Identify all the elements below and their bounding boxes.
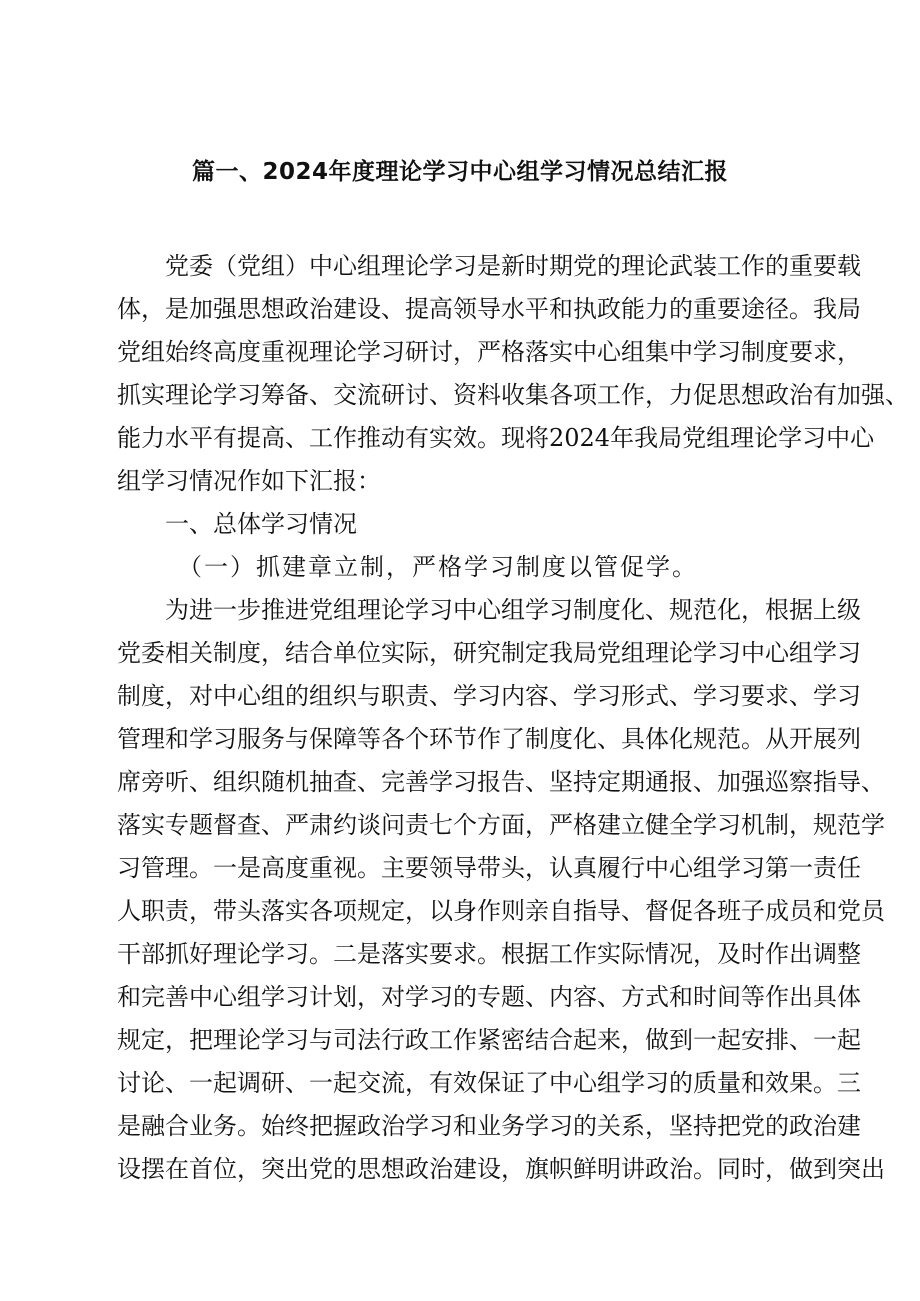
- paragraph1-line: 党组始终高度重视理论学习研讨，严格落实中心组集中学习制度要求，: [117, 338, 861, 366]
- paragraph2-line: 党委相关制度，结合单位实际，研究制定我局党组理论学习中心组学习: [117, 639, 861, 667]
- section-heading: 一、总体学习情况: [165, 510, 357, 538]
- document-title: 篇一、2024年度理论学习中心组学习情况总结汇报: [191, 159, 728, 185]
- paragraph1-line: 抓实理论学习筹备、交流研讨、资料收集各项工作，力促思想政治有加强、: [117, 381, 909, 409]
- paragraph2-line: 为进一步推进党组理论学习中心组学习制度化、规范化，根据上级: [165, 596, 861, 624]
- paragraph2-line: 习管理。一是高度重视。主要领导带头，认真履行中心组学习第一责任: [117, 854, 861, 882]
- paragraph2-line: 是融合业务。始终把握政治学习和业务学习的关系，坚持把党的政治建: [117, 1112, 861, 1140]
- paragraph2-line: 落实专题督查、严肃约谈问责七个方面，严格建立健全学习机制，规范学: [117, 811, 885, 839]
- paragraph1-line: 组学习情况作如下汇报：: [117, 467, 381, 495]
- paragraph2-line: 席旁听、组织随机抽查、完善学习报告、坚持定期通报、加强巡察指导、: [117, 768, 885, 796]
- paragraph1-line: 能力水平有提高、工作推动有实效。现将2024年我局党组理论学习中心: [117, 424, 875, 452]
- subsection-heading: （一）抓建章立制，严格学习制度以管促学。: [178, 553, 698, 581]
- paragraph1-line: 体，是加强思想政治建设、提高领导水平和执政能力的重要途径。我局: [117, 295, 861, 323]
- paragraph2-line: 和完善中心组学习计划，对学习的专题、内容、方式和时间等作出具体: [117, 983, 861, 1011]
- paragraph2-line: 设摆在首位，突出党的思想政治建设，旗帜鲜明讲政治。同时，做到突出: [117, 1155, 885, 1183]
- paragraph2-line: 讨论、一起调研、一起交流，有效保证了中心组学习的质量和效果。三: [117, 1069, 861, 1097]
- paragraph2-line: 制度，对中心组的组织与职责、学习内容、学习形式、学习要求、学习: [117, 682, 861, 710]
- paragraph2-line: 管理和学习服务与保障等各个环节作了制度化、具体化规范。从开展列: [117, 725, 861, 753]
- paragraph1-line: 党委（党组）中心组理论学习是新时期党的理论武装工作的重要载: [165, 252, 861, 280]
- paragraph2-line: 人职责，带头落实各项规定，以身作则亲自指导、督促各班子成员和党员: [117, 897, 885, 925]
- paragraph2-line: 干部抓好理论学习。二是落实要求。根据工作实际情况，及时作出调整: [117, 940, 861, 968]
- paragraph2-line: 规定，把理论学习与司法行政工作紧密结合起来，做到一起安排、一起: [117, 1026, 861, 1054]
